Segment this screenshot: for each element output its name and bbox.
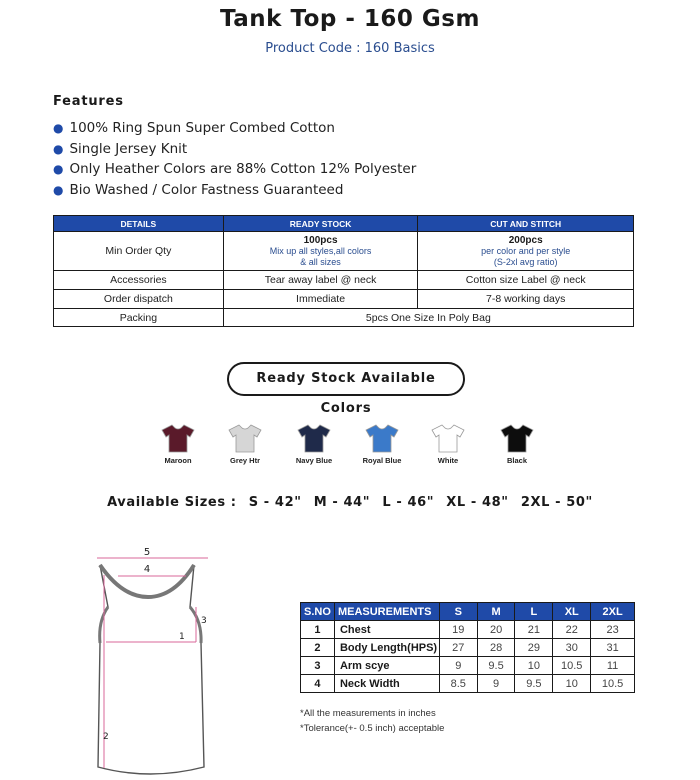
available-sizes (0, 495, 700, 510)
swatch-black[interactable] (487, 423, 547, 465)
swatch-royal-blue[interactable] (352, 423, 412, 465)
size-2xl: 2XL - 50" (520, 495, 593, 510)
size-s: S - 42" (248, 495, 302, 510)
measurement-table (300, 602, 635, 693)
swatch-navy-blue[interactable] (284, 423, 344, 465)
feature-item: ● Bio Washed / Color Fastness Guaranteed (53, 181, 344, 198)
specs-header-details: DETAILS (54, 216, 224, 232)
tshirt-icon (500, 423, 534, 453)
note-tolerance: *Tolerance(+- 0.5 inch) acceptable (300, 723, 445, 734)
bullet-icon: ● (53, 141, 64, 156)
dispatch-cut: 7-8 working days (418, 290, 634, 309)
min-order-cut: 200pcs per color and per style (S-2xl avg ratio) (418, 232, 634, 271)
specs-header-ready: READY STOCK (223, 216, 418, 232)
dispatch-ready: Immediate (223, 290, 418, 309)
accessories-cut: Cotton size Label @ neck (418, 271, 634, 290)
size-l: L - 46" (382, 495, 435, 510)
swatch-label: Black (506, 456, 527, 465)
marker-1: 1 (179, 632, 185, 642)
measurement-notes (300, 706, 444, 736)
feature-item: ● Only Heather Colors are 88% Cotton 12% Polyester (53, 161, 417, 177)
tshirt-icon (161, 423, 195, 453)
features-list (53, 118, 416, 200)
swatch-label: White (437, 456, 459, 465)
color-swatches (148, 423, 548, 479)
bullet-icon: ● (53, 182, 64, 197)
colors-section-title: Ready Stock Available Colors (227, 362, 465, 396)
measure-header-xl: XL (553, 603, 591, 621)
swatch-grey-htr[interactable] (215, 423, 275, 465)
min-order-label: Min Order Qty (54, 232, 224, 271)
sizes-label: Available Sizes : (107, 495, 237, 510)
min-order-ready: 100pcs Mix up all styles,all colors & all sizes (223, 232, 418, 271)
table-row: 1 Chest 19 20 21 22 23 (301, 621, 635, 639)
marker-2: 2 (103, 732, 109, 742)
tshirt-icon (297, 423, 331, 453)
table-row: 3 Arm scye 9 9.5 10 10.5 11 (301, 657, 635, 675)
measure-header-l: L (515, 603, 553, 621)
measure-header-name: MEASUREMENTS (334, 603, 439, 621)
marker-4: 4 (143, 564, 151, 575)
swatch-white[interactable] (418, 423, 478, 465)
packing-value: 5pcs One Size In Poly Bag (223, 309, 633, 327)
feature-item: ● Single Jersey Knit (53, 140, 188, 157)
tshirt-icon (365, 423, 399, 453)
features-heading: Features (53, 94, 124, 109)
swatch-label: Grey Htr (229, 456, 260, 465)
measure-header-sno: S.NO (301, 603, 335, 621)
table-row: 4 Neck Width 8.5 9 9.5 10 10.5 (301, 675, 635, 693)
accessories-ready: Tear away label @ neck (223, 271, 418, 290)
marker-3: 3 (201, 616, 207, 626)
product-code: Product Code : 160 Basics (265, 41, 435, 56)
marker-5: 5 (143, 547, 151, 558)
specs-table (53, 215, 634, 327)
measure-header-m: M (477, 603, 515, 621)
tshirt-icon (228, 423, 262, 453)
swatch-label: Maroon (164, 456, 192, 465)
swatch-label: Navy Blue (295, 456, 333, 465)
size-xl: XL - 48" (446, 495, 509, 510)
specs-header-cut: CUT AND STITCH (418, 216, 634, 232)
dispatch-label: Order dispatch (54, 290, 224, 309)
bullet-icon: ● (53, 162, 64, 176)
tank-top-diagram (88, 543, 218, 780)
swatch-label: Royal Blue (362, 456, 402, 465)
note-inches: *All the measurements in inches (300, 708, 436, 719)
feature-item: ● 100% Ring Spun Super Combed Cotton (53, 120, 335, 136)
measure-header-2xl: 2XL (591, 603, 635, 621)
bullet-icon: ● (53, 121, 64, 135)
accessories-label: Accessories (54, 271, 224, 290)
swatch-maroon[interactable] (148, 423, 208, 465)
packing-label: Packing (54, 309, 224, 327)
page-title: Tank Top - 160 Gsm (220, 6, 480, 32)
measure-header-s: S (439, 603, 477, 621)
size-m: M - 44" (313, 495, 371, 510)
table-row: 2 Body Length(HPS) 27 28 29 30 31 (301, 639, 635, 657)
tshirt-icon (431, 423, 465, 453)
